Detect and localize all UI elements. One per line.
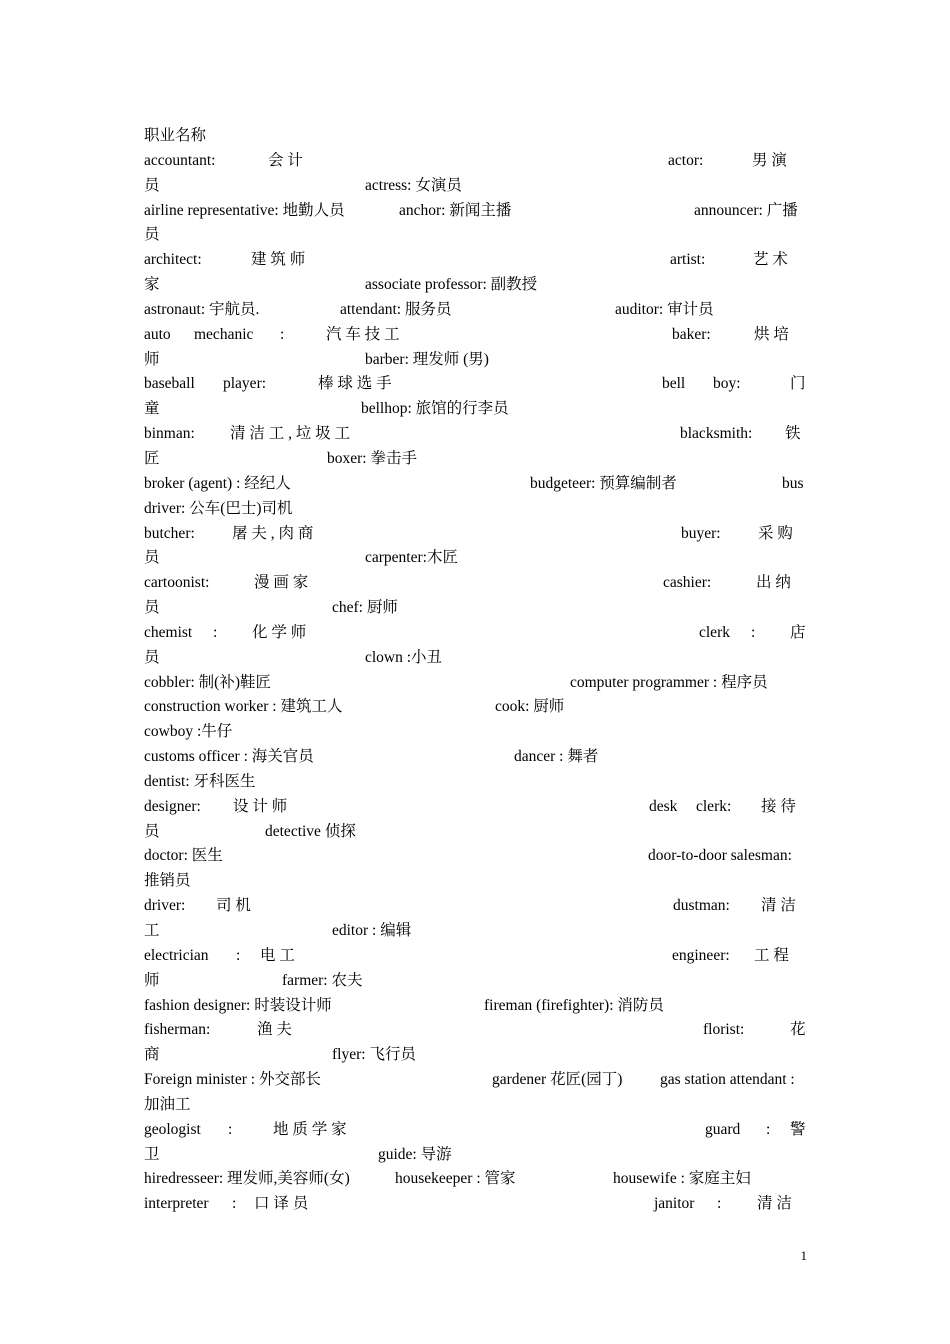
text-run: : bbox=[228, 1120, 233, 1138]
text-run: 员 bbox=[144, 599, 160, 617]
text-run: artist: bbox=[670, 251, 706, 269]
text-run: 化 学 师 bbox=[252, 623, 307, 641]
text-line bbox=[144, 1143, 807, 1168]
text-run: 工 bbox=[144, 922, 160, 939]
text-run: 清 洁 工 , 垃 圾 工 bbox=[230, 425, 351, 443]
text-run: baseball bbox=[144, 375, 195, 393]
text-run: computer programmer : 程序员 bbox=[570, 673, 768, 691]
text-run: 渔 夫 bbox=[257, 1021, 292, 1039]
text-line bbox=[144, 571, 807, 596]
text-run: Foreign minister : 外交部长 bbox=[144, 1071, 321, 1089]
text-line bbox=[144, 994, 807, 1019]
text-run: fireman (firefighter): 消防员 bbox=[484, 996, 664, 1014]
text-run: announcer: 广播 bbox=[694, 201, 798, 219]
text-run: anchor: 新闻主播 bbox=[399, 201, 512, 219]
text-line bbox=[144, 522, 807, 547]
text-line bbox=[144, 646, 807, 671]
text-run: 员 bbox=[144, 648, 160, 666]
text-run: player: bbox=[223, 375, 267, 393]
text-run: 警 bbox=[790, 1120, 806, 1138]
text-line bbox=[144, 1068, 807, 1093]
text-line bbox=[144, 1192, 807, 1217]
text-run: 出 纳 bbox=[756, 574, 791, 592]
text-run: construction worker : 建筑工人 bbox=[144, 698, 343, 716]
text-run: clown :小丑 bbox=[365, 648, 443, 666]
text-line bbox=[144, 671, 807, 696]
text-run: 会 计 bbox=[268, 151, 303, 169]
text-line bbox=[144, 695, 807, 720]
text-line bbox=[144, 174, 807, 199]
text-run: : bbox=[280, 325, 285, 343]
text-line bbox=[144, 323, 807, 348]
text-run: dancer : 舞者 bbox=[514, 748, 599, 766]
text-line bbox=[144, 1018, 807, 1043]
text-run: accountant: bbox=[144, 151, 216, 169]
text-run: cartoonist: bbox=[144, 574, 210, 592]
text-run: 清 洁 bbox=[757, 1195, 792, 1213]
text-line bbox=[144, 223, 807, 248]
text-run: editor : 编辑 bbox=[332, 922, 412, 939]
text-run: 采 购 bbox=[758, 524, 793, 542]
text-run: geologist bbox=[144, 1120, 201, 1138]
text-run: hiredresseer: 理发师,美容师(女) bbox=[144, 1170, 350, 1188]
text-run: 司 机 bbox=[216, 897, 251, 915]
text-run: 员 bbox=[144, 226, 160, 244]
text-run: : bbox=[232, 1195, 237, 1213]
text-line bbox=[144, 248, 807, 273]
text-run: 店 bbox=[790, 623, 806, 641]
text-run: chemist bbox=[144, 623, 193, 641]
page-number: 1 bbox=[800, 1248, 807, 1263]
text-line bbox=[144, 969, 807, 994]
text-run: 花 bbox=[790, 1021, 806, 1039]
text-line bbox=[144, 199, 807, 224]
text-run: dentist: 牙科医生 bbox=[144, 772, 256, 790]
text-run: cobbler: 制(补)鞋匠 bbox=[144, 673, 271, 691]
text-run: driver: 公车(巴士)司机 bbox=[144, 499, 293, 517]
text-run: fisherman: bbox=[144, 1021, 211, 1039]
text-run: astronaut: 宇航员. bbox=[144, 300, 260, 318]
text-run: 员 bbox=[144, 176, 160, 194]
text-run: barber: 理发师 (男) bbox=[365, 350, 489, 368]
text-run: 铁 bbox=[785, 425, 801, 443]
text-run: 商 bbox=[144, 1046, 160, 1064]
text-run: 烘 培 bbox=[754, 325, 789, 343]
text-run: 工 程 bbox=[754, 946, 789, 964]
text-line bbox=[144, 894, 807, 919]
text-line bbox=[144, 944, 807, 969]
text-line bbox=[144, 273, 807, 298]
text-line bbox=[144, 919, 807, 944]
text-run: architect: bbox=[144, 251, 202, 269]
text-run: farmer: 农夫 bbox=[282, 971, 363, 989]
text-run: interpreter bbox=[144, 1195, 209, 1213]
text-run: 师 bbox=[144, 971, 160, 989]
text-run: 棒 球 选 手 bbox=[318, 375, 392, 393]
text-run: 加油工 bbox=[144, 1095, 191, 1113]
text-run: 地 质 学 家 bbox=[273, 1120, 347, 1138]
text-run: blacksmith: bbox=[680, 425, 753, 443]
text-run: doctor: 医生 bbox=[144, 847, 223, 865]
text-run: janitor bbox=[654, 1195, 695, 1213]
text-run: guard bbox=[705, 1120, 741, 1138]
text-run: 童 bbox=[144, 400, 160, 418]
text-line bbox=[144, 497, 807, 522]
text-run: guide: 导游 bbox=[378, 1145, 452, 1163]
text-run: clerk bbox=[699, 623, 730, 641]
text-line bbox=[144, 124, 807, 149]
text-run: 卫 bbox=[144, 1145, 160, 1163]
text-run: 家 bbox=[144, 276, 160, 294]
text-run: desk bbox=[649, 797, 678, 815]
text-run: 建 筑 师 bbox=[251, 251, 306, 269]
text-run: housewife : 家庭主妇 bbox=[613, 1170, 751, 1188]
text-line bbox=[144, 1167, 807, 1192]
text-run: actress: 女演员 bbox=[365, 176, 462, 194]
text-line bbox=[144, 844, 807, 869]
text-run: engineer: bbox=[672, 946, 730, 964]
text-run: bell bbox=[662, 375, 686, 393]
text-run: 推销员 bbox=[144, 872, 191, 890]
text-run: cowboy :牛仔 bbox=[144, 723, 233, 741]
text-run: binman: bbox=[144, 425, 195, 443]
text-run: 男 演 bbox=[752, 151, 787, 169]
text-run: customs officer : 海关官员 bbox=[144, 748, 314, 766]
text-run: cook: 厨师 bbox=[495, 698, 565, 716]
text-run: auditor: 审计员 bbox=[615, 300, 714, 318]
text-run: attendant: 服务员 bbox=[340, 300, 452, 318]
text-run: 艺 术 bbox=[753, 251, 788, 269]
text-run: auto bbox=[144, 325, 171, 343]
text-run: housekeeper : 管家 bbox=[395, 1170, 516, 1188]
text-run: electrician bbox=[144, 946, 209, 964]
text-line bbox=[144, 745, 807, 770]
text-line bbox=[144, 397, 807, 422]
text-run: flyer: 飞行员 bbox=[332, 1046, 416, 1064]
text-run: 设 计 师 bbox=[233, 797, 288, 815]
text-line bbox=[144, 546, 807, 571]
text-run: : bbox=[766, 1120, 771, 1138]
text-run: clerk: bbox=[696, 797, 732, 815]
text-line bbox=[144, 447, 807, 472]
text-line bbox=[144, 149, 807, 174]
text-run: driver: bbox=[144, 897, 186, 915]
text-run: 员 bbox=[144, 549, 160, 567]
text-line bbox=[144, 720, 807, 745]
text-run: airline representative: 地勤人员 bbox=[144, 201, 345, 219]
text-run: : bbox=[717, 1195, 722, 1213]
text-run: boxer: 拳击手 bbox=[327, 449, 417, 467]
text-line bbox=[144, 1093, 807, 1118]
text-run: budgeteer: 预算编制者 bbox=[530, 474, 677, 492]
text-run: 师 bbox=[144, 350, 160, 368]
text-line bbox=[144, 298, 807, 323]
text-run: chef: 厨师 bbox=[332, 599, 398, 617]
text-run: 电 工 bbox=[260, 946, 295, 964]
text-line bbox=[144, 770, 807, 795]
text-line bbox=[144, 422, 807, 447]
text-run: 清 洁 bbox=[761, 897, 796, 915]
text-line bbox=[144, 820, 807, 845]
text-run: carpenter:木匠 bbox=[365, 549, 458, 567]
text-run: 匠 bbox=[144, 449, 160, 467]
text-line bbox=[144, 472, 807, 497]
text-run: broker (agent) : 经纪人 bbox=[144, 474, 291, 492]
text-run: bus bbox=[782, 474, 804, 492]
text-run: gas station attendant : bbox=[660, 1071, 795, 1089]
text-run: 门 bbox=[790, 375, 806, 393]
text-run: 职业名称 bbox=[144, 127, 207, 144]
text-run: bellhop: 旅馆的行李员 bbox=[361, 400, 509, 418]
text-run: butcher: bbox=[144, 524, 195, 542]
text-run: cashier: bbox=[663, 574, 712, 592]
text-line bbox=[144, 795, 807, 820]
text-run: detective 侦探 bbox=[265, 822, 356, 840]
text-run: gardener 花匠(园丁) bbox=[492, 1071, 623, 1089]
text-run: 口 译 员 bbox=[254, 1195, 309, 1213]
text-run: associate professor: 副教授 bbox=[365, 276, 538, 294]
text-run: actor: bbox=[668, 151, 704, 169]
text-run: designer: bbox=[144, 797, 201, 815]
text-run: 员 bbox=[144, 822, 160, 840]
text-run: : bbox=[751, 623, 756, 641]
text-line bbox=[144, 1118, 807, 1143]
text-line bbox=[144, 596, 807, 621]
text-run: dustman: bbox=[673, 897, 730, 915]
text-run: florist: bbox=[703, 1021, 745, 1039]
text-run: : bbox=[213, 623, 218, 641]
text-line bbox=[144, 372, 807, 397]
text-line bbox=[144, 1043, 807, 1068]
text-line bbox=[144, 869, 807, 894]
text-run: boy: bbox=[713, 375, 741, 393]
text-line bbox=[144, 348, 807, 373]
text-run: 汽 车 技 工 bbox=[326, 325, 400, 343]
text-run: 屠 夫 , 肉 商 bbox=[232, 524, 314, 542]
text-run: door-to-door salesman: bbox=[648, 847, 792, 865]
text-run: mechanic bbox=[194, 325, 254, 343]
text-run: : bbox=[236, 946, 241, 964]
text-run: 漫 画 家 bbox=[254, 574, 309, 592]
text-run: fashion designer: 时装设计师 bbox=[144, 996, 332, 1014]
occupation-list bbox=[144, 124, 807, 1217]
text-run: 接 待 bbox=[761, 797, 796, 815]
text-run: baker: bbox=[672, 325, 711, 343]
text-line bbox=[144, 621, 807, 646]
text-run: buyer: bbox=[681, 524, 721, 542]
